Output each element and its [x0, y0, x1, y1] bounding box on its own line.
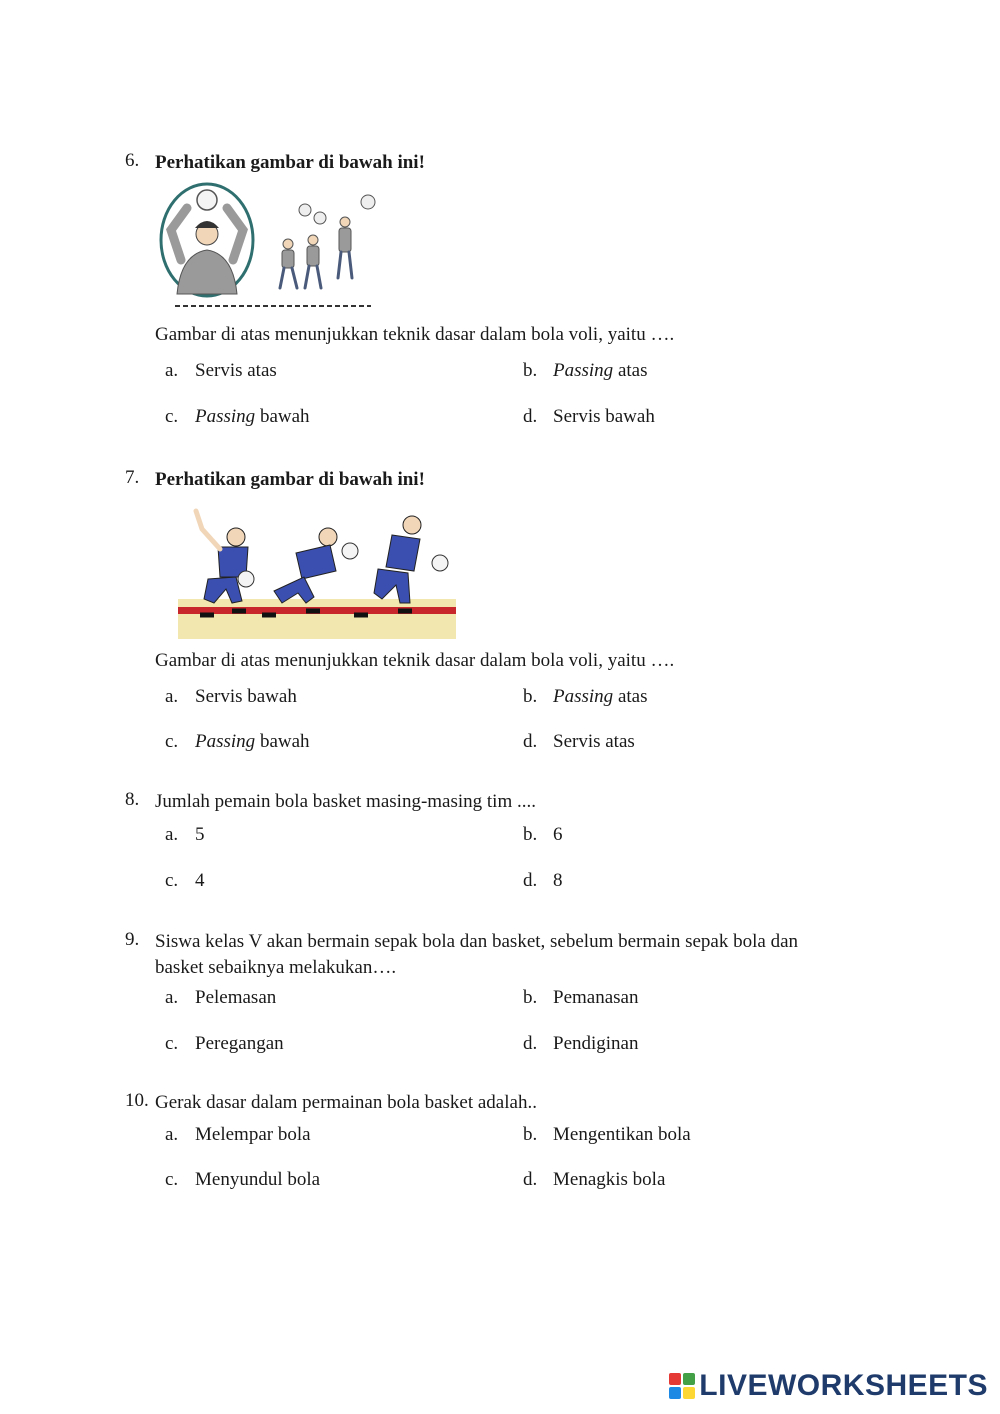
question-text: Siswa kelas V akan bermain sepak bola dan basket, sebelum bermain sepak bola dan basket sebaiknya melakukan…. — [155, 931, 799, 978]
brand-name: LIVEWORKSHEETS — [699, 1369, 988, 1402]
volleyball-underhand-serve-image — [178, 503, 456, 639]
question-prompt: Gambar di atas menunjukkan teknik dasar dalam bola voli, yaitu …. — [155, 650, 675, 671]
question-text: Perhatikan gambar di bawah ini! — [155, 469, 425, 490]
question-prompt: Gambar di atas menunjukkan teknik dasar dalam bola voli, yaitu …. — [155, 324, 675, 345]
question-number: 6. — [125, 150, 140, 171]
question-number: 7. — [125, 467, 140, 488]
question-number: 10. — [125, 1090, 149, 1111]
liveworksheets-brand[interactable] — [669, 1366, 988, 1406]
question-number: 9. — [125, 929, 140, 950]
question-text: Perhatikan gambar di bawah ini! — [155, 152, 425, 173]
question-text: Jumlah pemain bola basket masing-masing tim .... — [155, 791, 536, 812]
question-number: 8. — [125, 789, 140, 810]
volleyball-overhead-passing-image — [155, 182, 390, 314]
question-text: Gerak dasar dalam permainan bola basket adalah.. — [155, 1092, 537, 1113]
liveworksheets-logo-icon — [669, 1373, 695, 1399]
